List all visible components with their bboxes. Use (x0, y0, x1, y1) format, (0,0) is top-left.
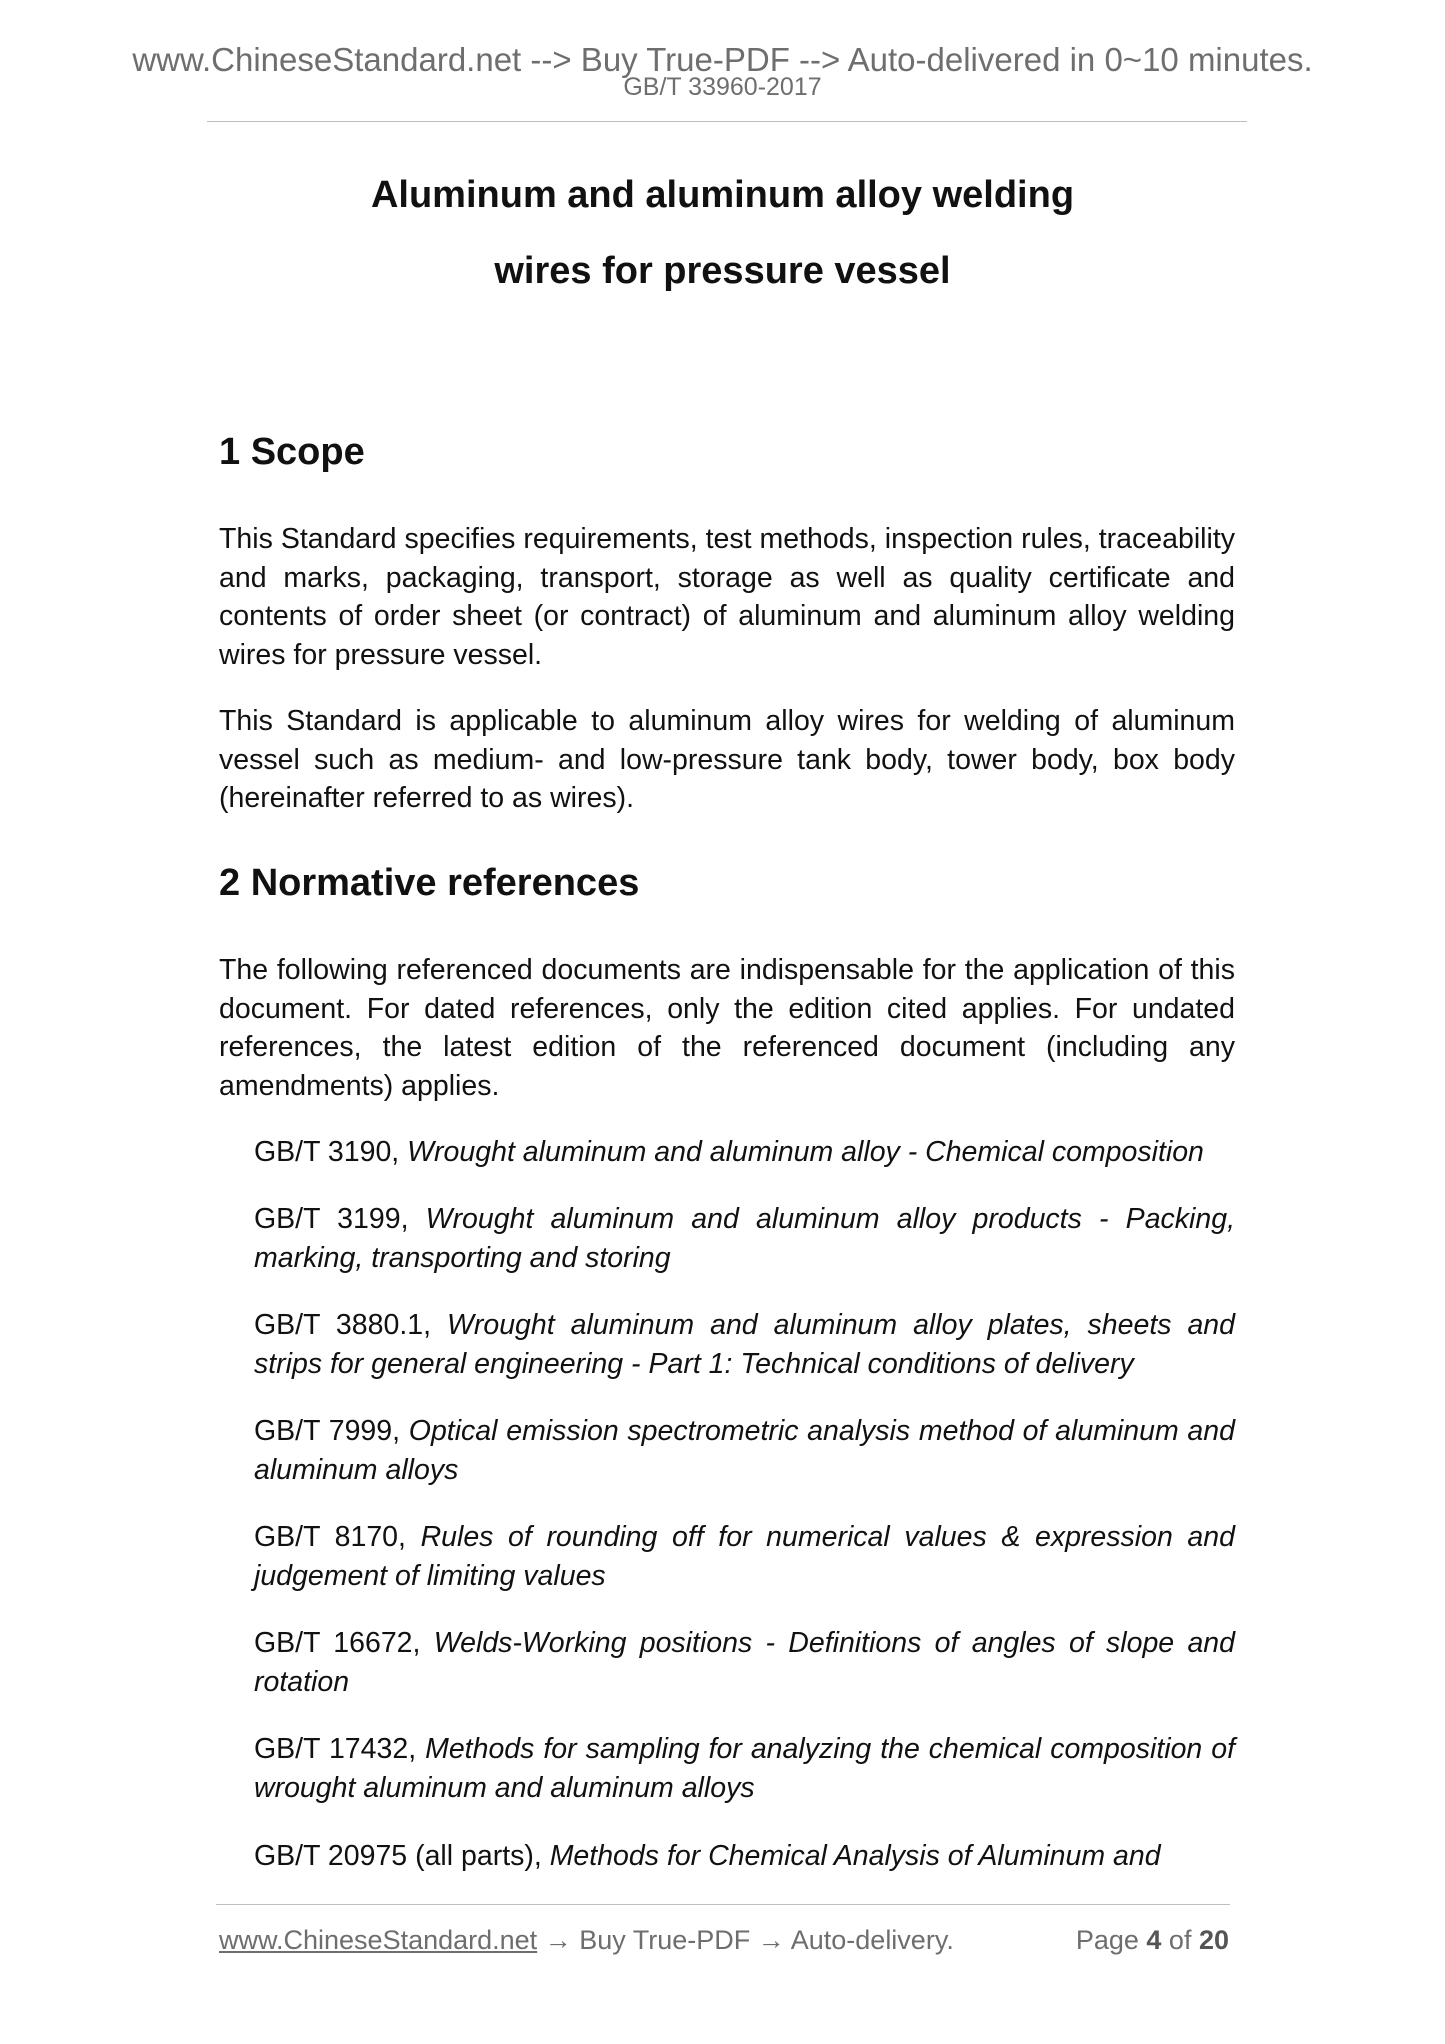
reference-title: Methods for sampling for analyzing the chemical composition of wrought aluminum and aluminum alloys (254, 1733, 1236, 1804)
page-of-label: of (1161, 1925, 1199, 1955)
page-total: 20 (1198, 1925, 1229, 1955)
reference-code: GB/T 3190, (254, 1136, 408, 1168)
scope-paragraph-2: This Standard is applicable to aluminum alloy wires for welding of aluminum vessel such as medium- and low-pressure tank body, tower body, box body (hereinafter referred to as wires). (219, 705, 1235, 814)
reference-item (254, 1200, 1235, 1277)
reference-item (254, 1730, 1235, 1807)
reference-title: Wrought aluminum and aluminum alloy plates, sheets and strips for general engineering - Part 1: Technical conditions of delivery (254, 1309, 1235, 1380)
reference-code: GB/T 16672, (254, 1627, 434, 1659)
footer-promo-text: → Buy True-PDF → Auto-delivery. (537, 1925, 954, 1955)
reference-code: GB/T 7999, (254, 1415, 409, 1447)
footer-site-link[interactable]: www.ChineseStandard.net (219, 1925, 538, 1955)
reference-item (254, 1837, 1235, 1876)
reference-item (254, 1624, 1235, 1701)
top-banner[interactable]: www.ChineseStandard.net --> Buy True-PDF --> Auto-delivered in 0~10 minutes. (132, 41, 1313, 78)
reference-title: Wrought aluminum and aluminum alloy - Chemical composition (407, 1136, 1204, 1168)
reference-item (254, 1306, 1235, 1383)
footer-promo (219, 1922, 954, 1958)
reference-code: GB/T 8170, (254, 1521, 421, 1553)
reference-title: Welds-Working positions - Definitions of angles of slope and rotation (254, 1627, 1235, 1698)
scope-paragraph-1: This Standard specifies requirements, test methods, inspection rules, traceability and marks, packaging, transport, storage as well as quality certificate and contents of order sheet (or contract) of aluminum and aluminum alloy welding wires for pressure vessel. (219, 523, 1235, 671)
footer-divider (216, 1904, 1230, 1905)
document-title-line-1: Aluminum and aluminum alloy welding (370, 174, 1075, 216)
reference-title: Wrought aluminum and aluminum alloy products - Packing, marking, transporting and storing (254, 1203, 1235, 1274)
reference-item (254, 1412, 1235, 1489)
reference-item (254, 1518, 1235, 1595)
reference-title: Rules of rounding off for numerical values & expression and judgement of limiting values (254, 1521, 1235, 1592)
section-heading-scope: 1 Scope (219, 431, 365, 473)
reference-title: Methods for Chemical Analysis of Aluminum and (549, 1840, 1161, 1872)
page-current: 4 (1146, 1925, 1162, 1955)
header-divider (207, 121, 1247, 122)
page-label: Page (1075, 1925, 1147, 1955)
document-title-line-2: wires for pressure vessel (494, 250, 951, 292)
reference-code: GB/T 20975 (all parts), (254, 1840, 550, 1872)
page-number (1076, 1922, 1229, 1958)
page-footer (219, 1922, 1229, 1958)
section-heading-normative-references: 2 Normative references (219, 862, 640, 904)
reference-code: GB/T 17432, (254, 1733, 426, 1765)
reference-item (254, 1133, 1235, 1172)
standard-code: GB/T 33960-2017 (623, 73, 822, 101)
references-intro-paragraph: The following referenced documents are indispensable for the application of this document. For dated references, only the edition cited applies. For undated references, the latest edition of the referenced document (including any amendments) applies. (219, 954, 1235, 1102)
reference-title: Optical emission spectrometric analysis method of aluminum and aluminum alloys (254, 1415, 1235, 1486)
reference-code: GB/T 3880.1, (254, 1309, 447, 1341)
reference-code: GB/T 3199, (254, 1203, 426, 1235)
